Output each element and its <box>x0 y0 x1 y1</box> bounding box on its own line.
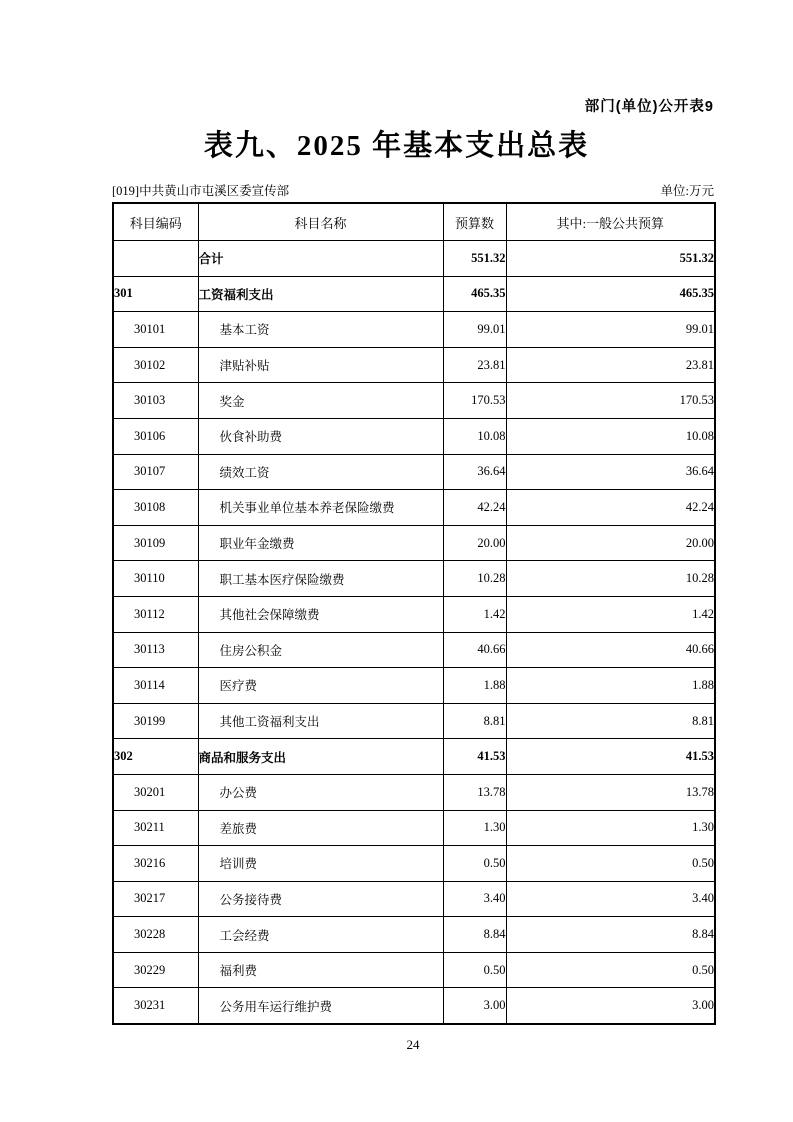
subject-code-cell: 30113 <box>113 632 198 668</box>
general-public-budget-cell: 0.50 <box>506 846 715 882</box>
general-public-budget-cell: 551.32 <box>506 241 715 277</box>
subject-code-cell: 30229 <box>113 952 198 988</box>
table-body <box>113 241 715 1025</box>
subject-code-cell: 30201 <box>113 774 198 810</box>
subject-code-cell <box>113 241 198 277</box>
budget-value-cell: 8.84 <box>443 917 506 953</box>
subject-name-cell: 商品和服务支出 <box>198 739 443 775</box>
table-row <box>113 490 715 526</box>
table-row <box>113 312 715 348</box>
doc-header-label: 部门(单位)公开表9 <box>584 99 714 115</box>
budget-value-cell: 20.00 <box>443 525 506 561</box>
general-public-budget-cell: 0.50 <box>506 952 715 988</box>
budget-value-cell: 41.53 <box>443 739 506 775</box>
subject-code-cell: 30103 <box>113 383 198 419</box>
subject-code-cell: 301 <box>113 276 198 312</box>
general-public-budget-cell: 41.53 <box>506 739 715 775</box>
subject-code-cell: 30199 <box>113 703 198 739</box>
subject-code-cell: 30110 <box>113 561 198 597</box>
subject-name-cell: 福利费 <box>198 952 443 988</box>
subject-code-cell: 302 <box>113 739 198 775</box>
subject-name-cell: 公务接待费 <box>198 881 443 917</box>
table-row <box>113 810 715 846</box>
table-row <box>113 668 715 704</box>
subject-code-cell: 30217 <box>113 881 198 917</box>
budget-value-cell: 42.24 <box>443 490 506 526</box>
general-public-budget-cell: 40.66 <box>506 632 715 668</box>
general-public-budget-cell: 1.88 <box>506 668 715 704</box>
subject-code-cell: 30211 <box>113 810 198 846</box>
budget-value-cell: 36.64 <box>443 454 506 490</box>
subject-code-cell: 30231 <box>113 988 198 1024</box>
subject-name-cell: 绩效工资 <box>198 454 443 490</box>
subject-name-cell: 差旅费 <box>198 810 443 846</box>
subject-name-cell: 医疗费 <box>198 668 443 704</box>
subject-name-cell: 公务用车运行维护费 <box>198 988 443 1024</box>
table-meta-line <box>112 183 714 199</box>
column-header-general-public-budget: 其中:一般公共预算 <box>506 203 715 241</box>
subject-name-cell: 奖金 <box>198 383 443 419</box>
column-header-subject-name: 科目名称 <box>198 203 443 241</box>
subject-name-cell: 职业年金缴费 <box>198 525 443 561</box>
budget-value-cell: 3.40 <box>443 881 506 917</box>
subject-code-cell: 30109 <box>113 525 198 561</box>
subject-name-cell: 办公费 <box>198 774 443 810</box>
subject-code-cell: 30114 <box>113 668 198 704</box>
general-public-budget-cell: 23.81 <box>506 347 715 383</box>
general-public-budget-cell: 13.78 <box>506 774 715 810</box>
budget-value-cell: 1.88 <box>443 668 506 704</box>
general-public-budget-cell: 3.00 <box>506 988 715 1024</box>
subject-name-cell: 机关事业单位基本养老保险缴费 <box>198 490 443 526</box>
subject-name-cell: 伙食补助费 <box>198 418 443 454</box>
budget-value-cell: 8.81 <box>443 703 506 739</box>
table-row <box>113 561 715 597</box>
subject-name-cell: 津贴补贴 <box>198 347 443 383</box>
budget-value-cell: 0.50 <box>443 952 506 988</box>
budget-value-cell: 10.28 <box>443 561 506 597</box>
general-public-budget-cell: 465.35 <box>506 276 715 312</box>
unit-label: 单位:万元 <box>660 184 714 198</box>
subject-name-cell: 基本工资 <box>198 312 443 348</box>
budget-value-cell: 3.00 <box>443 988 506 1024</box>
general-public-budget-cell: 8.81 <box>506 703 715 739</box>
subject-code-cell: 30228 <box>113 917 198 953</box>
budget-value-cell: 40.66 <box>443 632 506 668</box>
subject-code-cell: 30112 <box>113 596 198 632</box>
subject-code-cell: 30107 <box>113 454 198 490</box>
subject-name-cell: 工资福利支出 <box>198 276 443 312</box>
table-row <box>113 347 715 383</box>
table-row <box>113 952 715 988</box>
subject-name-cell: 职工基本医疗保险缴费 <box>198 561 443 597</box>
table-row <box>113 418 715 454</box>
table-row <box>113 596 715 632</box>
general-public-budget-cell: 36.64 <box>506 454 715 490</box>
general-public-budget-cell: 99.01 <box>506 312 715 348</box>
basic-expenditure-table <box>112 202 716 1025</box>
budget-value-cell: 23.81 <box>443 347 506 383</box>
budget-value-cell: 99.01 <box>443 312 506 348</box>
subject-code-cell: 30102 <box>113 347 198 383</box>
subject-name-cell: 其他工资福利支出 <box>198 703 443 739</box>
column-header-budget: 预算数 <box>443 203 506 241</box>
table-row <box>113 276 715 312</box>
subject-name-cell: 住房公积金 <box>198 632 443 668</box>
table-row <box>113 774 715 810</box>
budget-value-cell: 170.53 <box>443 383 506 419</box>
budget-value-cell: 10.08 <box>443 418 506 454</box>
general-public-budget-cell: 20.00 <box>506 525 715 561</box>
organization-label: [019]中共黄山市屯溪区委宣传部 <box>112 184 290 198</box>
budget-value-cell: 1.42 <box>443 596 506 632</box>
budget-value-cell: 551.32 <box>443 241 506 277</box>
general-public-budget-cell: 10.08 <box>506 418 715 454</box>
table-row <box>113 703 715 739</box>
table-row <box>113 917 715 953</box>
subject-name-cell: 合计 <box>198 241 443 277</box>
general-public-budget-cell: 8.84 <box>506 917 715 953</box>
page-number: 24 <box>406 1037 420 1053</box>
budget-value-cell: 13.78 <box>443 774 506 810</box>
subject-code-cell: 30101 <box>113 312 198 348</box>
budget-value-cell: 465.35 <box>443 276 506 312</box>
table-row <box>113 846 715 882</box>
budget-value-cell: 1.30 <box>443 810 506 846</box>
table-row <box>113 739 715 775</box>
budget-value-cell: 0.50 <box>443 846 506 882</box>
table-row <box>113 988 715 1024</box>
column-header-subject-code: 科目编码 <box>113 203 198 241</box>
table-row <box>113 881 715 917</box>
subject-name-cell: 其他社会保障缴费 <box>198 596 443 632</box>
general-public-budget-cell: 3.40 <box>506 881 715 917</box>
general-public-budget-cell: 170.53 <box>506 383 715 419</box>
table-row <box>113 241 715 277</box>
general-public-budget-cell: 10.28 <box>506 561 715 597</box>
page-title: 表九、2025 年基本支出总表 <box>203 130 590 162</box>
table-row <box>113 632 715 668</box>
subject-name-cell: 培训费 <box>198 846 443 882</box>
table-header-row <box>113 203 715 241</box>
general-public-budget-cell: 1.42 <box>506 596 715 632</box>
general-public-budget-cell: 1.30 <box>506 810 715 846</box>
subject-code-cell: 30106 <box>113 418 198 454</box>
general-public-budget-cell: 42.24 <box>506 490 715 526</box>
subject-name-cell: 工会经费 <box>198 917 443 953</box>
table-row <box>113 454 715 490</box>
table-row <box>113 525 715 561</box>
subject-code-cell: 30108 <box>113 490 198 526</box>
subject-code-cell: 30216 <box>113 846 198 882</box>
table-row <box>113 383 715 419</box>
